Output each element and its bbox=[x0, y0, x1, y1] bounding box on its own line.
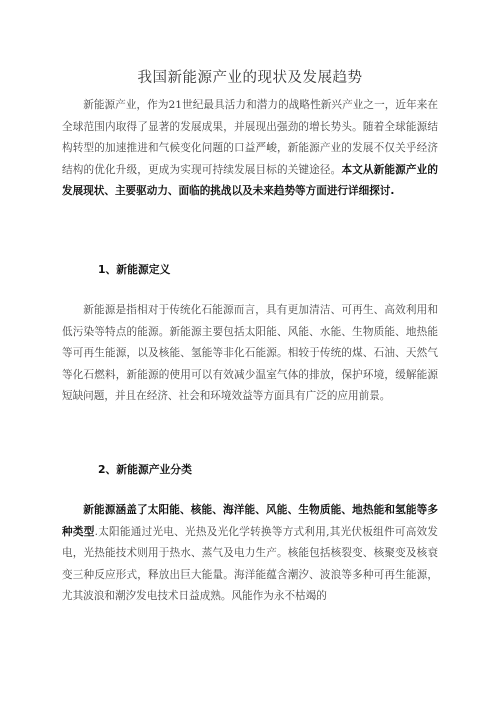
intro-text: 新能源产业，作为21世纪最具活力和潜力的战略性新兴产业之一，近年来在全球范围内取得了显著的发展成果，并展现出强劲的增长势头。随着全球能源结构转型的加速推进和气候变化问题的口益严峻，新能源产业的发展不仅关乎经济结构的优化升级，更成为实现可持续发展目标的关键途径。 bbox=[62, 99, 438, 176]
intro-bold-text: 本文从新能源产业的发展现状、主要驱动力、面临的挑战以及未来趋势等方面进行详细探讨. bbox=[62, 163, 439, 198]
section2-heading: 2、新能源产业分类 bbox=[98, 463, 192, 476]
section1-paragraph: 新能源是指相对于传统化石能源而言，具有更加清洁、可再生、高效利用和低污染等特点的能源。新能源主要包括太阳能、风能、水能、生物质能、地热能等可再生能源，以及核能、氢能等非化石能源。相较于传统的煤、石油、天然气等化石燃料，新能源的使用可以有效减少温室气体的排放，保护环境，缓解能源短缺问题，并且在经济、社会和环境效益等方面具有广泛的应用前景。 bbox=[62, 304, 438, 403]
section2-bold-text: 新能源涵盖了太阳能、核能、海洋能、风能、生物质能、地热能和氢能等多种类型 bbox=[62, 504, 438, 538]
section2-text: .太阳能通过光电、光热及光化学转换等方式利用,其光伏板组件可高效发电，光热能技术则用于热水、蒸气及电力生产。核能包括核裂变、核聚变及核衰变三种反应形式，释放出巨大能量。海洋能蕴含潮汐、波浪等多种可再生能源，尤其波浪和潮汐发电技术日益成熟。风能作为永不枯竭的 bbox=[62, 525, 439, 603]
intro-paragraph bbox=[62, 95, 438, 203]
document-title: 我国新能源产业的现状及发展趋势 bbox=[137, 70, 363, 86]
section2-paragraph bbox=[62, 500, 438, 608]
section1-heading: 1、新能源定义 bbox=[98, 263, 171, 276]
